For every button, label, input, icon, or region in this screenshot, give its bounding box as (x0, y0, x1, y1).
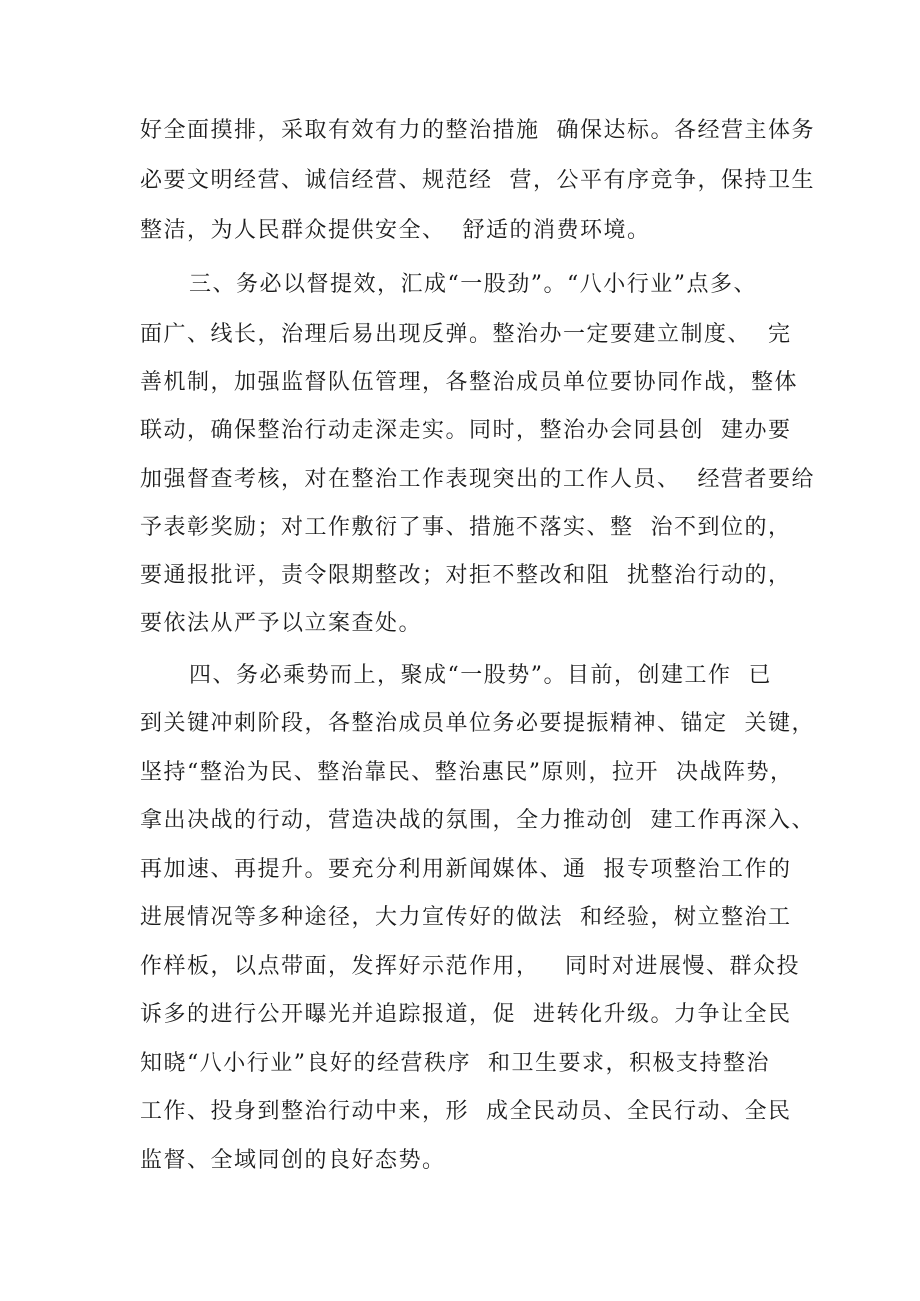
text-line-19: 诉多的进行公开曝光并追踪报道，促 进转化升级。力争让全民 (140, 1002, 792, 1027)
section-three-heading-line: 三、务必以督提效，汇成“一股劲”。“八小行业”点多、 (189, 272, 757, 297)
text-line-18: 作样板，以点带面，发挥好示范作用， 同时对进展慢、群众投 (140, 954, 800, 979)
text-line-22: 监督、全域同创的良好态势。 (140, 1148, 446, 1173)
text-line-21: 工作、投身到整治行动中来，形 成全民动员、全民行动、全民 (140, 1099, 792, 1124)
text-line-7: 联动，确保整治行动走深走实。同时，整治办会同县创 建办要 (140, 418, 792, 443)
text-line-20: 知晓“八小行业”良好的经营秩序 和卫生要求，积极支持整治 (140, 1051, 770, 1076)
text-line-3: 整洁，为人民群众提供安全、 舒适的消费环境。 (140, 218, 651, 243)
text-line-16: 再加速、再提升。要充分利用新闻媒体、通 报专项整治工作的 (140, 857, 792, 882)
text-line-10: 要通报批评，责令限期整改；对拒不整改和阻 扰整治行动的， (140, 563, 792, 588)
text-line-1: 好全面摸排，采取有效有力的整治措施 确保达标。各经营主体务 (140, 118, 815, 143)
text-line-14: 坚持“整治为民、整治靠民、整治惠民”原则，拉开 决战阵势， (140, 760, 794, 785)
text-line-15: 拿出决战的行动，营造决战的氛围，全力推动创 建工作再深入、 (140, 808, 815, 833)
text-line-2: 必要文明经营、诚信经营、规范经 营，公平有序竞争，保持卫生 (140, 168, 815, 193)
text-line-8: 加强督查考核，对在整治工作表现突出的工作人员、 经营者要给 (140, 467, 815, 492)
text-line-13: 到关键冲刺阶段，各整治成员单位务必要提振精神、锚定 关键， (140, 711, 815, 736)
text-line-9: 予表彰奖励；对工作敷衍了事、措施不落实、整 治不到位的， (140, 515, 792, 540)
text-line-17: 进展情况等多种途径，大力宣传好的做法 和经验，树立整治工 (140, 905, 792, 930)
text-line-6: 善机制，加强监督队伍管理，各整治成员单位要协同作战，整体 (140, 370, 799, 395)
text-line-11: 要依法从严予以立案查处。 (140, 611, 423, 636)
text-line-5: 面广、线长，治理后易出现反弹。整治办一定要建立制度、 完 (140, 322, 792, 347)
section-four-heading-line: 四、务必乘势而上，聚成“一股势”。目前，创建工作 已 (189, 663, 772, 688)
